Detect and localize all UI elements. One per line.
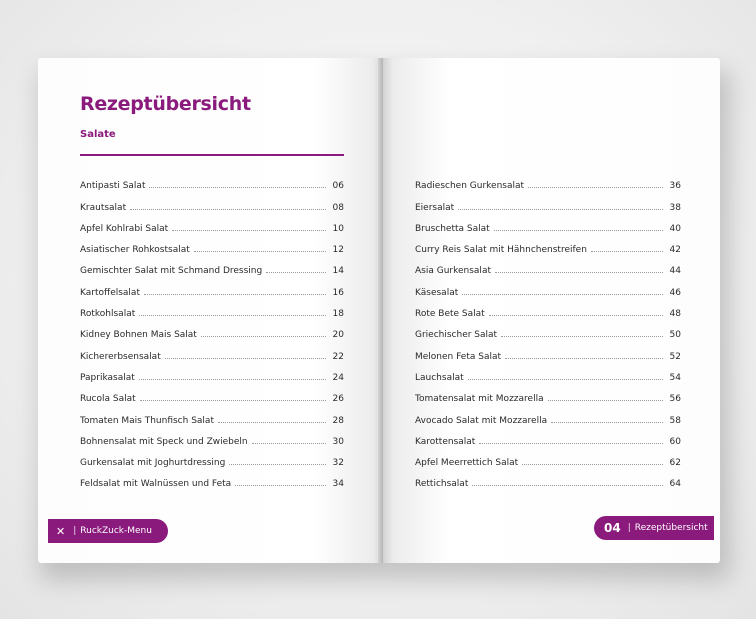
page-number: 30 (332, 436, 344, 447)
toc-entry (80, 362, 344, 383)
recipe-name: Bohnensalat mit Speck und Zwiebeln (80, 436, 248, 447)
section-heading: Salate (80, 129, 116, 140)
dot-leader (551, 422, 663, 423)
dot-leader (144, 294, 326, 295)
toc-entry (415, 170, 681, 191)
recipe-name: Asiatischer Rohkostsalat (80, 245, 190, 256)
recipe-name: Apfel Meerrettich Salat (415, 458, 519, 469)
footer-separator: | (73, 526, 77, 536)
toc-entry (80, 404, 344, 425)
toc-entry (415, 255, 681, 276)
dot-leader (494, 230, 663, 231)
brand-footer (48, 519, 168, 543)
dot-leader (479, 443, 663, 444)
page-number: 60 (669, 436, 681, 447)
recipe-name: Griechischer Salat (415, 330, 498, 341)
dot-leader (505, 358, 663, 359)
dot-leader (462, 294, 663, 295)
page-footer (594, 516, 714, 540)
toc-entry (80, 170, 344, 191)
page-number: 24 (332, 372, 344, 383)
page-number: 62 (669, 458, 681, 469)
page-number: 20 (332, 330, 344, 341)
recipe-name: Bruschetta Salat (415, 223, 490, 234)
page-number: 22 (332, 351, 344, 362)
dot-leader (139, 315, 326, 316)
toc-entry (80, 426, 344, 447)
page-number: 38 (669, 202, 681, 213)
toc-entry (415, 191, 681, 212)
recipe-name: Curry Reis Salat mit Hähnchenstreifen (415, 245, 587, 256)
toc-entry (80, 191, 344, 212)
recipe-name: Kartoffelsalat (80, 287, 140, 298)
page-number: 26 (332, 394, 344, 405)
dot-leader (235, 485, 326, 486)
toc-entry (80, 447, 344, 468)
dot-leader (229, 464, 326, 465)
recipe-name: Apfel Kohlrabi Salat (80, 223, 169, 234)
toc-entry (80, 276, 344, 297)
recipe-name: Gemischter Salat mit Schmand Dressing (80, 266, 263, 277)
page-number: 54 (669, 372, 681, 383)
recipe-name: Rote Bete Salat (415, 309, 485, 320)
page-number: 42 (669, 245, 681, 256)
toc-entry (415, 298, 681, 319)
toc-entry (415, 404, 681, 425)
toc-entry (80, 383, 344, 404)
toc-entry (415, 319, 681, 340)
page-number: 08 (332, 202, 344, 213)
toc-list-right (415, 170, 681, 489)
toc-entry (415, 383, 681, 404)
toc-entry (415, 468, 681, 489)
recipe-name: Feldsalat mit Walnüssen und Feta (80, 479, 232, 490)
page-number: 10 (332, 223, 344, 234)
recipe-name: Kidney Bohnen Mais Salat (80, 330, 197, 341)
recipe-name: Avocado Salat mit Mozzarella (415, 415, 548, 426)
brand-name: RuckZuck-Menu (80, 526, 152, 536)
dot-leader (201, 336, 326, 337)
dot-leader (266, 272, 326, 273)
footer-label: Rezeptübersicht (634, 523, 708, 533)
dot-leader (522, 464, 663, 465)
right-page (383, 58, 720, 563)
toc-entry (415, 447, 681, 468)
page-number: 52 (669, 351, 681, 362)
recipe-name: Kichererbsensalat (80, 351, 161, 362)
toc-entry (415, 426, 681, 447)
dot-leader (149, 187, 326, 188)
recipe-name: Rettichsalat (415, 479, 469, 490)
dot-leader (495, 272, 663, 273)
page-number: 58 (669, 415, 681, 426)
toc-entry (80, 255, 344, 276)
page-number: 40 (669, 223, 681, 234)
recipe-name: Krautsalat (80, 202, 127, 213)
page-number: 14 (332, 266, 344, 277)
dot-leader (165, 358, 326, 359)
recipe-name: Radieschen Gurkensalat (415, 181, 525, 192)
recipe-name: Asia Gurkensalat (415, 266, 491, 277)
recipe-name: Karottensalat (415, 436, 476, 447)
recipe-name: Lauchsalat (415, 372, 464, 383)
dot-leader (172, 230, 326, 231)
recipe-name: Eiersalat (415, 202, 455, 213)
cutlery-icon: ✕ (56, 524, 66, 538)
toc-entry (80, 234, 344, 255)
page-number: 32 (332, 458, 344, 469)
dot-leader (472, 485, 663, 486)
toc-entry (80, 298, 344, 319)
footer-separator: | (627, 523, 631, 533)
toc-entry (415, 234, 681, 255)
page-number: 28 (332, 415, 344, 426)
page-number: 56 (669, 394, 681, 405)
dot-leader (252, 443, 326, 444)
recipe-name: Melonen Feta Salat (415, 351, 502, 362)
recipe-name: Rotkohlsalat (80, 309, 136, 320)
page-number: 34 (332, 479, 344, 490)
dot-leader (591, 251, 663, 252)
page-title: Rezeptübersicht (80, 93, 251, 115)
page-number: 16 (332, 287, 344, 298)
recipe-name: Antipasti Salat (80, 181, 146, 192)
page-number: 50 (669, 330, 681, 341)
dot-leader (501, 336, 663, 337)
toc-entry (80, 340, 344, 361)
recipe-name: Rucola Salat (80, 394, 136, 405)
dot-leader (489, 315, 663, 316)
dot-leader (139, 379, 326, 380)
recipe-name: Paprikasalat (80, 372, 135, 383)
dot-leader (140, 400, 326, 401)
recipe-name: Tomaten Mais Thunfisch Salat (80, 415, 214, 426)
toc-entry (415, 340, 681, 361)
dot-leader (468, 379, 663, 380)
divider (80, 154, 344, 156)
page-number: 36 (669, 181, 681, 192)
dot-leader (458, 209, 663, 210)
toc-entry (415, 362, 681, 383)
page-number: 46 (669, 287, 681, 298)
recipe-name: Gurkensalat mit Joghurtdressing (80, 458, 226, 469)
left-page (38, 58, 383, 563)
page-number: 48 (669, 309, 681, 320)
page-number: 64 (669, 479, 681, 490)
toc-entry (415, 276, 681, 297)
dot-leader (528, 187, 663, 188)
dot-leader (548, 400, 663, 401)
recipe-name: Tomatensalat mit Mozzarella (415, 394, 544, 405)
toc-entry (415, 213, 681, 234)
recipe-name: Käsesalat (415, 287, 459, 298)
page-number: 06 (332, 181, 344, 192)
toc-entry (80, 468, 344, 489)
toc-entry (80, 319, 344, 340)
page-number: 18 (332, 309, 344, 320)
toc-list-left (80, 170, 344, 489)
toc-entry (80, 213, 344, 234)
page-number: 44 (669, 266, 681, 277)
dot-leader (194, 251, 326, 252)
page-number: 12 (332, 245, 344, 256)
page-number: 04 (604, 521, 621, 535)
dot-leader (218, 422, 326, 423)
dot-leader (130, 209, 326, 210)
